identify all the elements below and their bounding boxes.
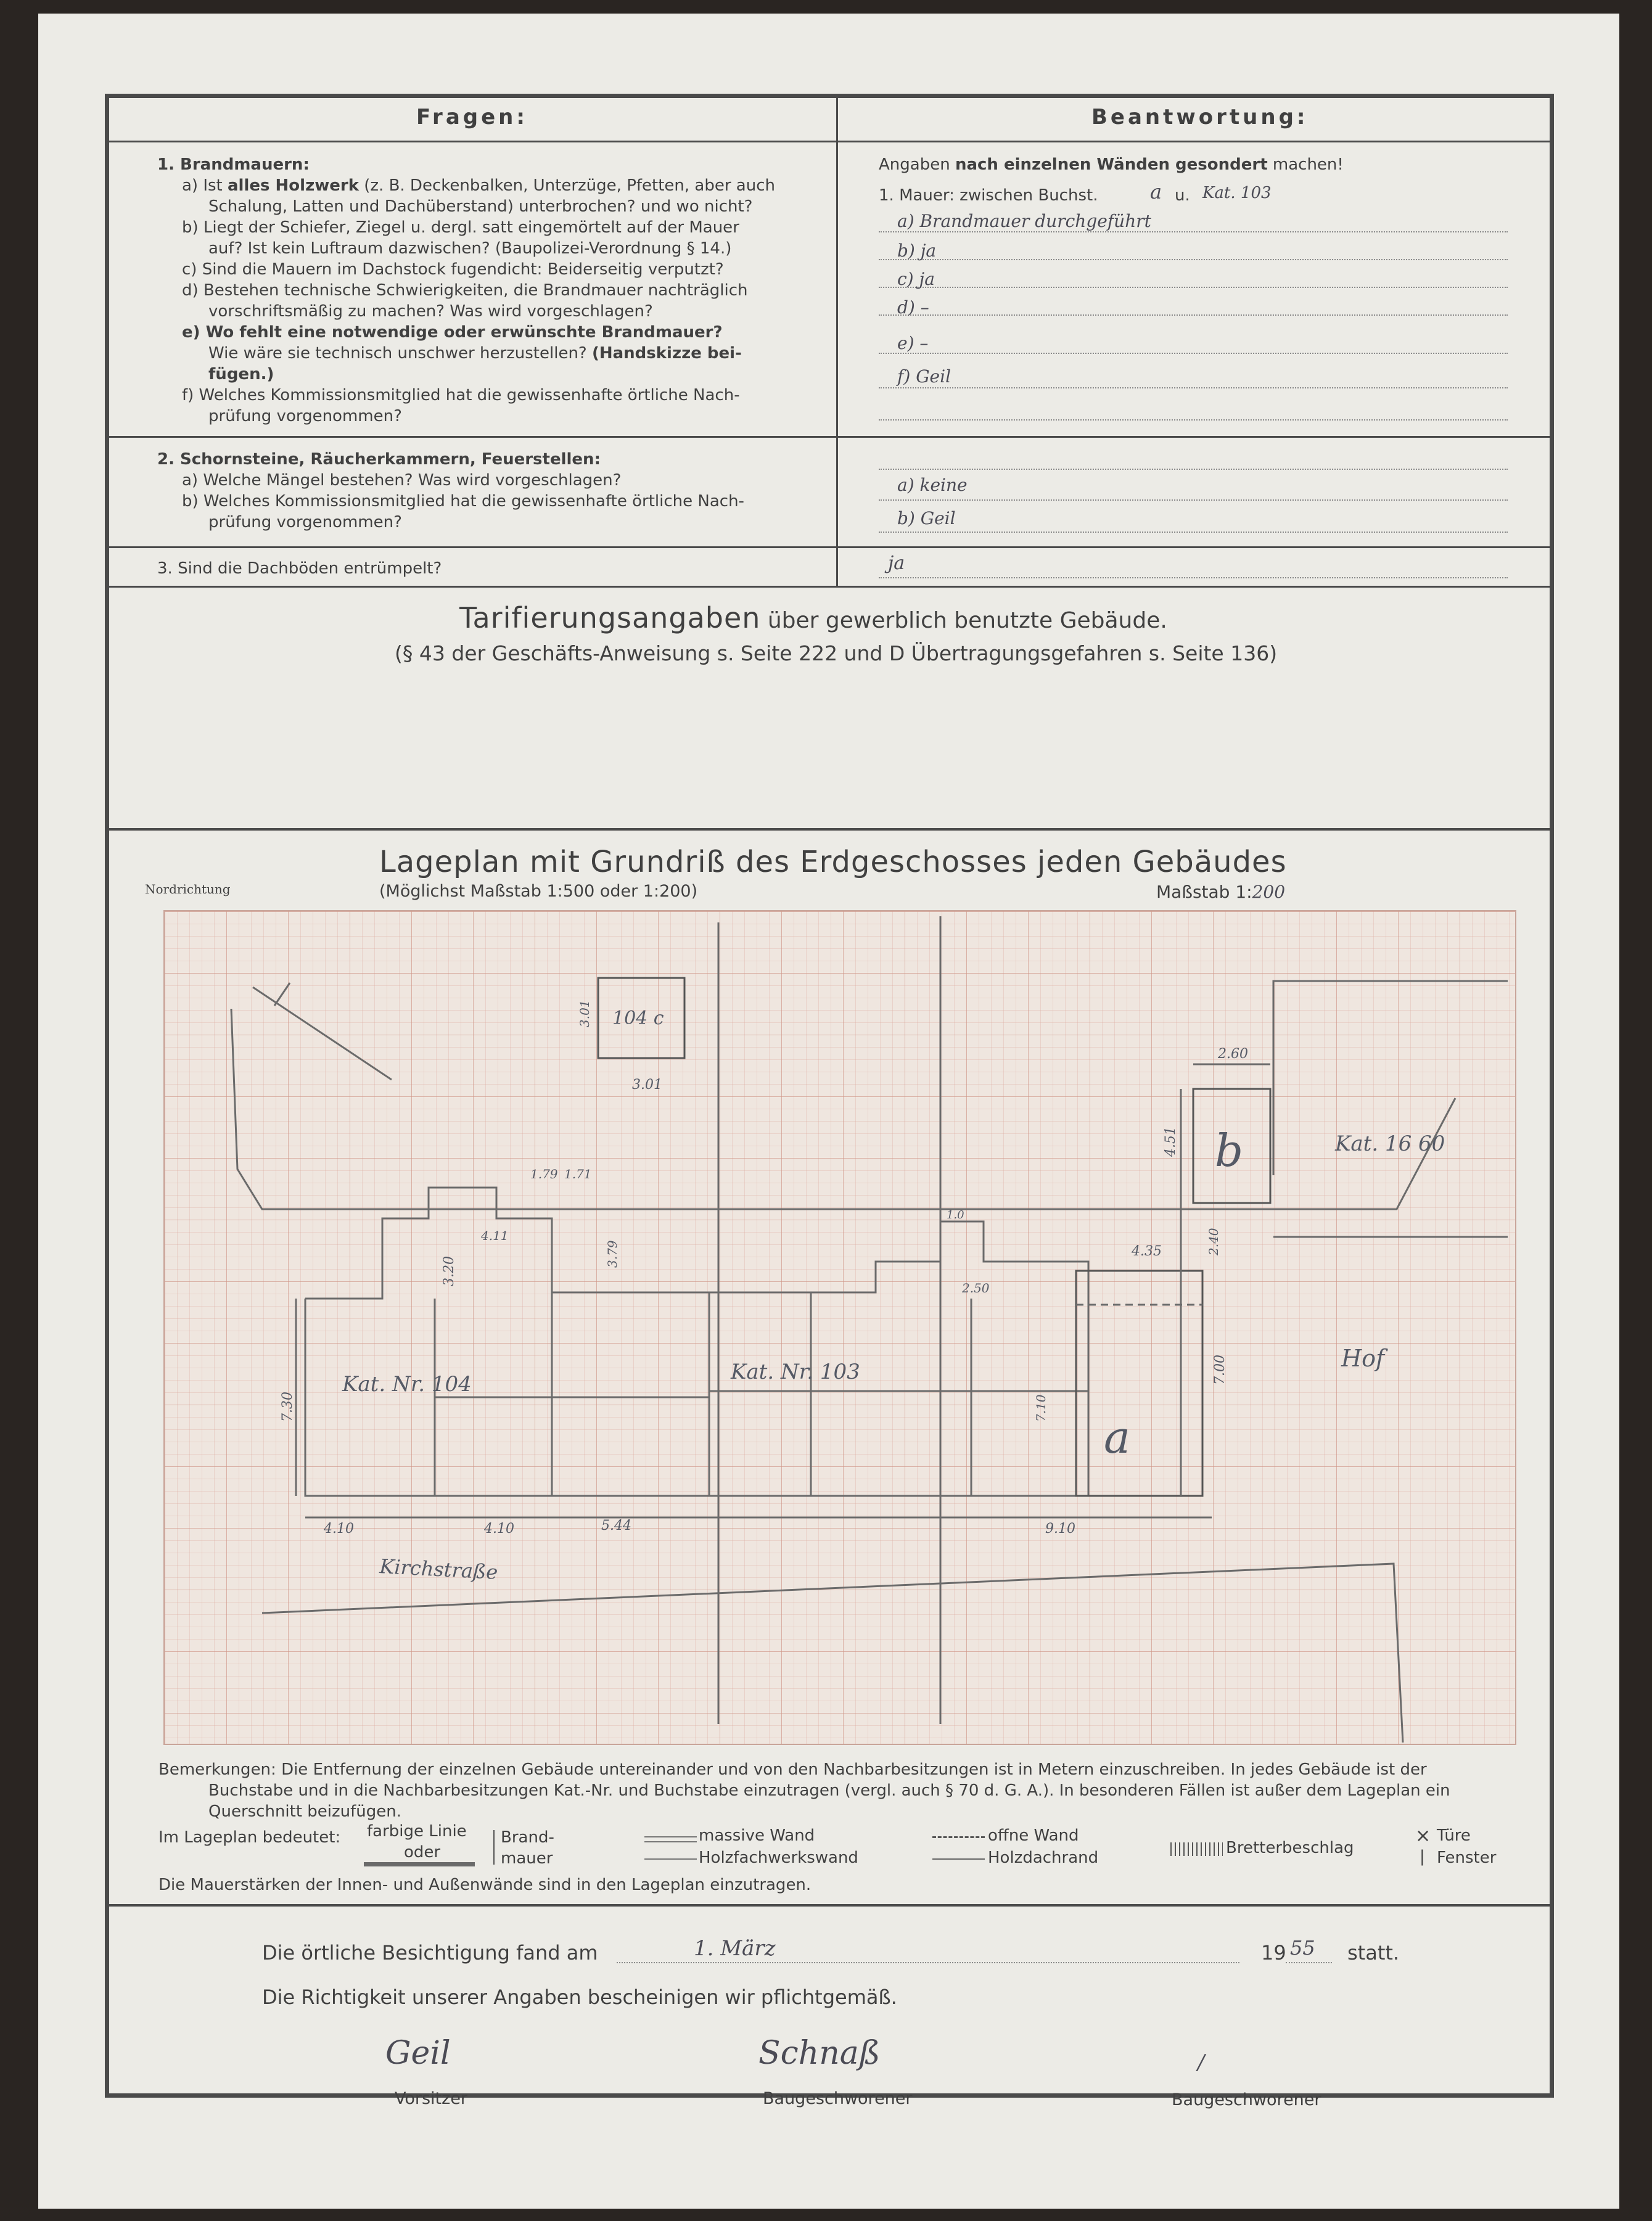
label-hof: Hof xyxy=(1341,1345,1385,1372)
building-kat103-outline xyxy=(709,1221,1088,1496)
legend-fenster: Fenster xyxy=(1437,1849,1497,1867)
tarif-subtitle: (§ 43 der Geschäfts-Anweisung s. Seite 222 und D Übertragungsgefahren s. Seite 136) xyxy=(395,641,1278,665)
dim-379: 3.79 xyxy=(605,1240,620,1268)
a1-line-3 xyxy=(879,314,1508,316)
label-104c: 104 c xyxy=(612,1008,664,1029)
dim-260: 2.60 xyxy=(1218,1046,1248,1062)
lageplan-subtitle: (Möglichst Maßstab 1:500 oder 1:200) xyxy=(379,882,698,901)
legend-farbige: farbige Linie xyxy=(367,1822,467,1841)
massstab-value: 200 xyxy=(1252,882,1286,902)
a1-mauer-letter: a xyxy=(1150,180,1162,203)
a2-answer-b: b) Geil xyxy=(897,508,956,528)
a1-answer-e: e) – xyxy=(897,333,929,353)
q2-b-line2: prüfung vorgenommen? xyxy=(208,513,402,532)
nordrichtung-label: Nordrichtung xyxy=(145,882,231,897)
label-vorsitzer: Vorsitzer xyxy=(395,2089,468,2108)
a1-answer-a: a) Brandmauer durchgeführt xyxy=(897,211,1151,231)
q1-e-text: Wie wäre sie technisch unschwer herzustellen? xyxy=(208,344,592,363)
q1-e-line2 xyxy=(208,343,742,364)
row-rule-2 xyxy=(105,546,1554,548)
bemerkungen-line2: Buchstabe und in die Nachbarbesitzungen Kat.-Nr. und Buchstabe einzutragen (vergl. auch § 70 d. G. A.). In besonderen Fällen ist außer dem Lageplan ein xyxy=(208,1781,1450,1800)
q1-d-line1: d) Bestehen technische Schwierigkeiten, die Brandmauer nachträglich xyxy=(182,281,748,300)
dim-320: 3.20 xyxy=(442,1256,457,1286)
section-rule-lageplan xyxy=(105,828,1554,831)
q1-title: 1. Brandmauern: xyxy=(157,155,310,174)
richtigkeit-text: Die Richtigkeit unserer Angaben bescheinigen wir pflichtgemäß. xyxy=(262,1985,897,2009)
dim-10: 1.0 xyxy=(947,1209,964,1221)
signature-bauges-1: Schnaß xyxy=(758,2035,881,2072)
a1-mauer-label: 1. Mauer: zwischen Buchst. xyxy=(879,186,1098,205)
legend-massive-line xyxy=(644,1836,697,1842)
q1-d-line2: vorschriftsmäßig zu machen? Was wird vorgeschlagen? xyxy=(208,302,653,321)
q1-b-line2: auf? Ist kein Luftraum dazwischen? (Baupolizei-Verordnung § 14.) xyxy=(208,239,732,258)
label-building-b: b xyxy=(1215,1125,1244,1176)
q3-text: 3. Sind die Dachböden entrümpelt? xyxy=(157,559,442,578)
dim-301-horz: 3.01 xyxy=(632,1077,662,1093)
q1-e-line3: fügen.) xyxy=(208,365,274,384)
section-rule-footer xyxy=(105,1904,1554,1907)
dim-301-vert: 3.01 xyxy=(577,1000,592,1027)
label-building-a: a xyxy=(1104,1411,1130,1463)
a1-line-0 xyxy=(879,231,1508,232)
dim-451: 4.51 xyxy=(1163,1127,1178,1157)
label-kat104: Kat. Nr. 104 xyxy=(342,1372,472,1397)
a1-intro-post: machen! xyxy=(1267,155,1344,174)
tarif-title xyxy=(459,601,1167,634)
a1-answer-f: f) Geil xyxy=(897,366,951,387)
dim-410a: 4.10 xyxy=(324,1521,354,1537)
tarif-title-rest: über gewerblich benutzte Gebäude. xyxy=(760,608,1167,633)
massstab-prefix: Maßstab 1: xyxy=(1156,882,1252,902)
q1-a-bold: alles Holzwerk xyxy=(228,176,359,195)
q1-a-line2: Schalung, Latten und Dachüberstand) unterbrochen? und wo nicht? xyxy=(208,197,753,216)
dim-411: 4.11 xyxy=(481,1228,509,1243)
legend-holzdach-line xyxy=(932,1858,985,1860)
legend-holzfach-line xyxy=(644,1858,697,1860)
q1-a-0: a) Ist xyxy=(182,176,228,195)
a1-line-2 xyxy=(879,287,1508,288)
dim-250: 2.50 xyxy=(962,1281,990,1295)
besichtigung-date-line xyxy=(617,1962,1239,1963)
legend-brand-swatch xyxy=(364,1862,475,1866)
q1-c: c) Sind die Mauern im Dachstock fugendicht: Beiderseitig verputzt? xyxy=(182,260,724,279)
north-arrow-tick xyxy=(274,983,290,1006)
bemerkungen-line1: Bemerkungen: Die Entfernung der einzelnen Gebäude untereinander und von den Nachbarbesitzungen ist in Metern einzuschreiben. In jedes Gebäude ist der xyxy=(158,1760,1427,1779)
a1-line-6 xyxy=(879,419,1508,421)
a2-answer-a: a) keine xyxy=(897,475,968,495)
signature-bauges-2: / xyxy=(1198,2050,1205,2075)
label-kat103: Kat. Nr. 103 xyxy=(731,1360,860,1384)
legend-oder: oder xyxy=(404,1843,441,1862)
statt-label: statt. xyxy=(1347,1941,1400,1964)
legend-holzfach: Holzfachwerkswand xyxy=(699,1849,858,1867)
dim-171: 1.71 xyxy=(564,1167,592,1181)
a1-line-1 xyxy=(879,259,1508,260)
dim-179: 1.79 xyxy=(530,1167,558,1181)
a1-line-4 xyxy=(879,353,1508,354)
a1-intro-bold: nach einzelnen Wänden gesondert xyxy=(955,155,1268,174)
q1-b-line1: b) Liegt der Schiefer, Ziegel u. dergl. satt eingemörtelt auf der Mauer xyxy=(182,218,739,237)
jahr-prefix: 19 xyxy=(1261,1941,1286,1964)
label-baugeschworener-1: Baugeschworener xyxy=(763,2089,913,2108)
legend-bretter-swatch xyxy=(1170,1842,1223,1856)
dim-730: 7.30 xyxy=(280,1392,295,1422)
label-baugeschworener-2: Baugeschworener xyxy=(1172,2090,1321,2109)
a1-answer-b: b) ja xyxy=(897,240,937,261)
row-rule-1 xyxy=(105,436,1554,438)
legend-mauer: mauer xyxy=(501,1849,553,1868)
legend-brand: Brand- xyxy=(501,1828,554,1847)
a2-line-1 xyxy=(879,499,1508,501)
lageplan-title: Lageplan mit Grundriß des Erdgeschosses jeden Gebäudes xyxy=(379,845,1287,879)
legend-intro: Im Lageplan bedeutet: xyxy=(158,1828,341,1847)
dim-240: 2.40 xyxy=(1206,1228,1221,1255)
dim-710: 7.10 xyxy=(1034,1394,1048,1422)
q2-title: 2. Schornsteine, Räucherkammern, Feuerstellen: xyxy=(157,450,601,469)
q1-f-line1: f) Welches Kommissionsmitglied hat die gewissenhafte örtliche Nach- xyxy=(182,386,740,404)
legend-bretter: Bretterbeschlag xyxy=(1226,1839,1354,1857)
a1-answer-d: d) – xyxy=(897,297,929,318)
a2-line-2 xyxy=(879,532,1508,533)
legend-brand-bracket xyxy=(493,1830,495,1865)
site-plan-sketch xyxy=(163,910,1514,1743)
a1-mauer-kat: Kat. 103 xyxy=(1202,184,1272,202)
legend-tuere-icon: × xyxy=(1415,1825,1431,1847)
q2-a: a) Welche Mängel bestehen? Was wird vorgeschlagen? xyxy=(182,471,622,490)
signature-vorsitzer: Geil xyxy=(385,2035,451,2072)
massstab-label xyxy=(1156,882,1285,902)
legend-offne-line xyxy=(932,1836,985,1838)
dim-910: 9.10 xyxy=(1045,1521,1075,1537)
a1-intro xyxy=(879,154,1344,175)
a1-line-5 xyxy=(879,387,1508,388)
q1-e-bold: (Handskizze bei- xyxy=(591,344,742,363)
boundary-left xyxy=(231,1009,1455,1209)
mauerstaerken-note: Die Mauerstärken der Innen- und Außenwände sind in den Lageplan einzutragen. xyxy=(158,1876,812,1894)
header-rule xyxy=(105,141,1554,142)
legend-massive: massive Wand xyxy=(699,1826,815,1845)
q2-b-line1: b) Welches Kommissionsmitglied hat die gewissenhafte örtliche Nach- xyxy=(182,492,744,511)
legend-fenster-icon: | xyxy=(1420,1847,1425,1866)
a3-line xyxy=(879,577,1508,578)
header-beantwortung: Beantwortung: xyxy=(1091,105,1309,129)
dim-544: 5.44 xyxy=(601,1518,631,1533)
legend-offne: offne Wand xyxy=(988,1826,1079,1845)
q1-a xyxy=(182,175,775,196)
besichtigung-label: Die örtliche Besichtigung fand am xyxy=(262,1941,598,1964)
label-kirchstrasse: Kirchstraße xyxy=(379,1554,499,1585)
bemerkungen-line3: Querschnitt beizufügen. xyxy=(208,1802,402,1821)
street-line xyxy=(262,1564,1403,1743)
tarif-title-big: Tarifierungsangaben xyxy=(459,601,761,634)
q1-a-2: (z. B. Deckenbalken, Unterzüge, Pfetten, aber auch xyxy=(358,176,775,195)
a3-answer: ja xyxy=(888,552,905,574)
a1-mauer-u: u. xyxy=(1175,186,1190,205)
legend-holzdach: Holzdachrand xyxy=(988,1849,1099,1867)
legend-tuere: Türe xyxy=(1437,1826,1471,1845)
north-arrow xyxy=(253,987,392,1080)
dim-410b: 4.10 xyxy=(484,1521,514,1537)
q1-f-line2: prüfung vorgenommen? xyxy=(208,407,402,425)
column-divider xyxy=(836,94,838,587)
row-rule-3 xyxy=(105,586,1554,588)
jahr-value: 55 xyxy=(1290,1936,1315,1960)
dim-700: 7.00 xyxy=(1212,1355,1228,1385)
jahr-line xyxy=(1286,1962,1332,1963)
label-kat1660: Kat. 16 60 xyxy=(1335,1131,1445,1156)
q1-e-line1: e) Wo fehlt eine notwendige oder erwünschte Brandmauer? xyxy=(182,323,723,342)
a1-answer-c: c) ja xyxy=(897,269,935,289)
dim-435: 4.35 xyxy=(1132,1244,1162,1259)
besichtigung-datum: 1. März xyxy=(694,1936,776,1961)
a2-line-0 xyxy=(879,469,1508,470)
header-fragen: Fragen: xyxy=(416,105,528,129)
a1-intro-pre: Angaben xyxy=(879,155,955,174)
